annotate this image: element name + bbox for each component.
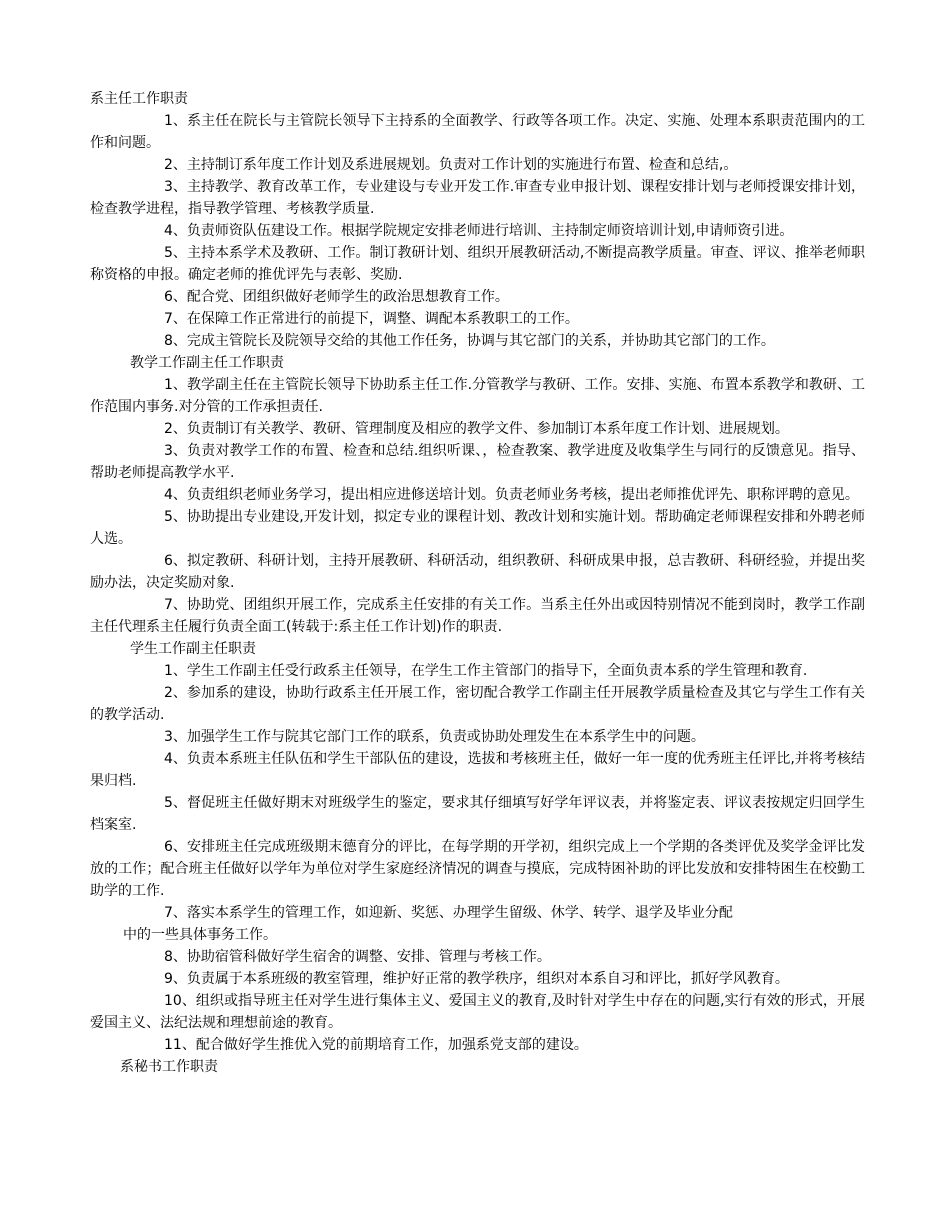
list-item: 10、组织或指导班主任对学生进行集体主义、爱国主义的教育,及时针对学生中存在的问题,实行有效的形式，开展爱国主义、法纪法规和理想前途的教育。 [90, 993, 865, 1031]
list-item: 2、负责制订有关教学、教研、管理制度及相应的教学文件、参加制订本系年度工作计划、进展规划。 [164, 421, 789, 437]
list-item: 2、主持制订系年度工作计划及系进展规划。负责对工作计划的实施进行布置、检查和总结,。 [164, 157, 738, 173]
list-item: 6、拟定教研、科研计划，主持开展教研、科研活动，组织教研、科研成果申报，总吉教研、科研经验，并提出奖励办法，决定奖励对象. [90, 553, 865, 591]
list-item: 7、落实本系学生的管理工作，如迎新、奖惩、办理学生留级、休学、转学、退学及毕业分配 [164, 905, 733, 921]
section-title: 系秘书工作职责 [120, 1059, 218, 1075]
list-item: 5、协助提出专业建设,开发计划，拟定专业的课程计划、教改计划和实施计划。帮助确定老师课程安排和外聘老师人选。 [90, 509, 865, 547]
list-item: 3、加强学生工作与院其它部门工作的联系，负责或协助处理发生在本系学生中的问题。 [164, 729, 705, 745]
list-item: 8、完成主管院长及院领导交给的其他工作任务，协调与其它部门的关系，并协助其它部门的工作。 [164, 333, 775, 349]
list-item: 5、主持本系学术及教研、工作。制订教研计划、组织开展教研活动,不断提高教学质量。审查、评议、推举老师职称资格的申报。确定老师的推优评先与表彰、奖励. [90, 245, 865, 283]
list-item: 3、主持教学、教育改革工作，专业建设与专业开发工作.审查专业申报计划、课程安排计划与老师授课安排计划，检查教学进程，指导教学管理、考核教学质量. [90, 179, 865, 217]
list-item: 8、协助宿管科做好学生宿舍的调整、安排、管理与考核工作。 [164, 949, 551, 965]
list-item: 4、负责本系班主任队伍和学生干部队伍的建设，选拔和考核班主任，做好一年一度的优秀班主任评比,并将考核结果归档. [90, 751, 865, 789]
section-title: 系主任工作职责 [90, 91, 188, 107]
document-page [90, 88, 865, 1078]
list-item: 6、安排班主任完成班级期末德育分的评比，在每学期的开学初，组织完成上一个学期的各类评优及奖学金评比发放的工作；配合班主任做好以学年为单位对学生家庭经济情况的调查与摸底，完成特困补助的评比发放和安排特困生在校勤工助学的工作. [90, 839, 865, 899]
list-item: 2、参加系的建设，协助行政系主任开展工作，密切配合教学工作副主任开展教学质量检查及其它与学生工作有关的教学活动. [90, 685, 865, 723]
list-item: 11、配合做好学生推优入党的前期培育工作，加强系党支部的建设。 [164, 1037, 588, 1053]
list-item-continuation: 中的一些具体事务工作。 [123, 927, 277, 943]
list-item: 9、负责属于本系班级的教室管理，维护好正常的教学秩序，组织对本系自习和评比，抓好学风教育。 [164, 971, 789, 987]
list-item: 7、协助党、团组织开展工作，完成系主任安排的有关工作。当系主任外出或因特别情况不能到岗时，教学工作副主任代理系主任履行负责全面工(转载于:系主任工作计划)作的职责. [90, 597, 865, 635]
list-item: 3、负责对教学工作的布置、检查和总结.组织听课、，检查教案、教学进度及收集学生与同行的反馈意见。指导、帮助老师提高教学水平. [90, 443, 865, 481]
list-item: 4、负责组织老师业务学习，提出相应进修送培计划。负责老师业务考核，提出老师推优评先、职称评聘的意见。 [164, 487, 859, 503]
list-item: 1、教学副主任在主管院长领导下协助系主任工作.分管教学与教研、工作。安排、实施、布置本系教学和教研、工作范围内事务.对分管的工作承担责任. [90, 377, 865, 415]
list-item: 1、学生工作副主任受行政系主任领导，在学生工作主管部门的指导下，全面负责本系的学生管理和教育. [164, 663, 808, 679]
section-title: 学生工作副主任职责 [130, 641, 256, 657]
list-item: 5、督促班主任做好期末对班级学生的鉴定，要求其仔细填写好学年评议表，并将鉴定表、评议表按规定归回学生档案室. [90, 795, 865, 833]
section-title: 教学工作副主任工作职责 [130, 355, 284, 371]
list-item: 1、系主任在院长与主管院长领导下主持系的全面教学、行政等各项工作。决定、实施、处理本系职责范围内的工作和问题。 [90, 113, 865, 151]
list-item: 7、在保障工作正常进行的前提下，调整、调配本系教职工的工作。 [164, 311, 579, 327]
list-item: 6、配合党、团组织做好老师学生的政治思想教育工作。 [164, 289, 509, 305]
list-item: 4、负责师资队伍建设工作。根据学院规定安排老师进行培训、主持制定师资培训计划,申请师资引进。 [164, 223, 794, 239]
